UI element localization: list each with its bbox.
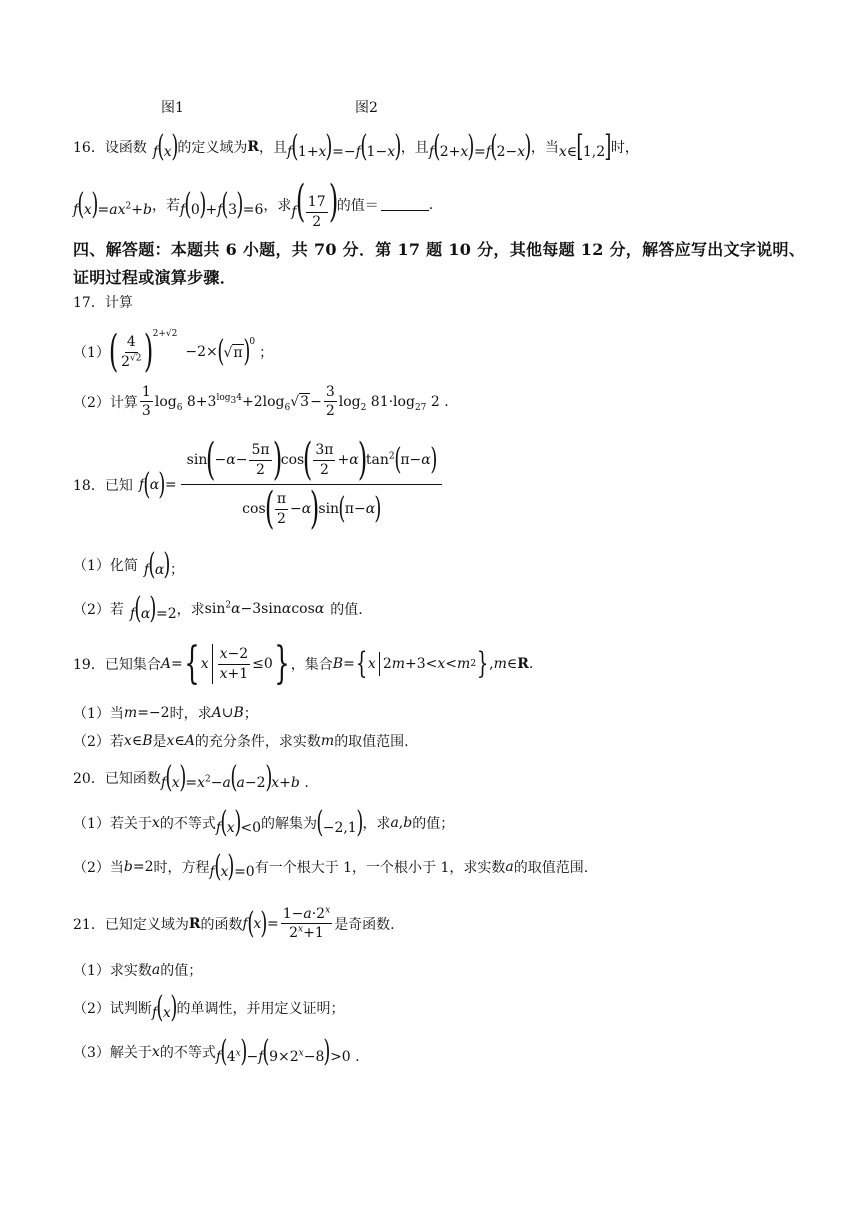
part-label: （2） [73, 394, 110, 411]
math-f0-f3: f(0)+f(3)=6 [179, 186, 264, 222]
q19-part-2 [73, 731, 409, 751]
q16-text: 的值＝ [336, 197, 379, 214]
q16-text: ，求 [263, 197, 292, 214]
figure-1-label: 图1 [161, 100, 184, 116]
part-label: （2） [73, 602, 110, 618]
q16-number: 16． [73, 140, 105, 156]
part-text: 试判断 [109, 1001, 152, 1017]
math-x-in-A: x∈A [166, 733, 195, 749]
math-trig-expr: $\sin^2\alpha-3\sin\alpha\cos\alpha$ [204, 600, 325, 617]
part-text: 当 [109, 860, 124, 876]
q20-text: 已知函数 [104, 771, 161, 787]
math-f-alpha: f(α)； [143, 547, 185, 582]
part-text: 解关于 [109, 1045, 152, 1061]
part-text: 计算 [109, 394, 138, 411]
q20-line [73, 760, 309, 795]
part-text: 有一个根大于 1，一个根小于 1，求实数 [254, 860, 506, 876]
math-interval: x∈[1,2] [558, 129, 612, 164]
q16-text: ，且 [259, 140, 287, 156]
q21-line [73, 906, 395, 941]
q19-line [73, 638, 534, 689]
q18-part-2 [73, 591, 363, 626]
q16-text: 时， [610, 140, 639, 156]
q16-text: . [428, 196, 434, 213]
q17-part-1 [73, 326, 274, 377]
math-fx-eq-0: f(x)=0 [209, 849, 255, 884]
q16-text: ，且 [400, 140, 429, 156]
math-a-b: a,b [390, 815, 413, 831]
math-union: A∪B [211, 705, 244, 721]
q19-text: 已知集合 [104, 657, 161, 673]
math-f-def-21: f ( x ) = $\frac{1-a\cdot 2^x}{2^x+1}$ [242, 905, 331, 942]
q17-title-text: 计算 [104, 295, 133, 311]
part-text: 若 [109, 734, 124, 750]
part-label: （2） [73, 1001, 110, 1017]
math-symmetry-1: f(1+x)=−f(1−x) [287, 129, 402, 164]
math-R: R [188, 915, 201, 932]
math-m: m [320, 733, 335, 749]
math-x-in-B: x∈B [123, 733, 153, 749]
part-text: 的值； [160, 963, 203, 979]
part-text: ，求 [362, 816, 391, 832]
q20-number: 20． [73, 771, 105, 787]
q19-text: ，集合 [290, 657, 333, 673]
math-x: x [151, 1044, 160, 1060]
part-text: 若 [109, 602, 124, 618]
q16-line-1 [73, 129, 639, 164]
part-text: ，求 [176, 602, 205, 618]
math-expression-17-1: ( $\frac{4}{2^{√2}}$ ) $^{2+√2}$ −2× ( √ π ) $^0$ ； [108, 326, 274, 377]
q17-number: 17． [73, 295, 105, 311]
q21-text: 的函数 [200, 916, 243, 933]
math-R: R [247, 139, 259, 155]
q19-number: 19． [73, 657, 105, 673]
math-fx: f(x) [151, 990, 178, 1025]
q16-text: 的定义域为 [177, 140, 248, 156]
q21-part-3 [73, 1034, 360, 1069]
part-text: 的取值范围. [513, 860, 589, 876]
q21-text: 是奇函数. [334, 916, 395, 933]
part-label: （1） [73, 963, 110, 979]
q16-text: ，若 [151, 197, 180, 214]
part-label: （1） [73, 816, 110, 832]
part-text: 的解集为 [261, 816, 317, 832]
part-label: （2） [73, 860, 110, 876]
q21-number: 21． [73, 916, 105, 933]
part-text: 的单调性，并用定义证明； [176, 1001, 345, 1017]
part-label: （1） [73, 706, 110, 722]
math-solution-set: (−2,1) [316, 805, 364, 840]
part-text: 的值. [330, 602, 363, 618]
q20-part-2 [73, 849, 589, 884]
part-label: （3） [73, 1045, 110, 1061]
math-expression-17-2: $\frac{1}{3}$ $\log_6 8+3^{log_34}+2\log_6$ √ 3 − $\frac{3}{2}$ $\log_2 81\cdot\log_{27}$ 2 . [141, 384, 449, 420]
q16-text: ，当 [530, 140, 559, 156]
q18-part-1 [73, 547, 185, 582]
math-fx: f(x) [152, 129, 179, 164]
math-f-alpha-eq-2: f(α)=2 [129, 591, 177, 626]
part-label: （1） [73, 345, 110, 361]
q19-part-1: （1） 当 m=−2 时，求 A∪B ； [73, 705, 258, 722]
math-fx-lt-0: f(x)<0 [215, 805, 261, 840]
q17-part-2 [73, 384, 449, 419]
q21-part-2 [73, 990, 345, 1025]
math-b-eq-2: b=2 [123, 859, 154, 875]
q16-line-2 [73, 176, 434, 230]
part-text: 若关于 [109, 816, 152, 832]
q21-part-1 [73, 960, 202, 980]
math-set-B: B = { x 2 m +3< x < m 2 } , m ∈ R . [332, 646, 534, 681]
section-4-heading-line-1: 四、解答题：本题共 6 小题，共 70 分．第 17 题 10 分，其他每题 12 分，解答应写出文字说明、 [73, 240, 806, 259]
q18-line [73, 434, 444, 534]
q17-title [73, 292, 133, 312]
part-text: 的不等式 [159, 816, 216, 832]
math-inequality-21: $f(4^x)-f(9\times 2^x-8)>0$ . [215, 1034, 360, 1069]
math-f-def-20: $f(x)=x^2-a(a-2)x+b$ . [160, 760, 309, 795]
section-4-heading-line-2: 证明过程或演算步骤． [73, 268, 237, 287]
math-a: a [151, 962, 161, 978]
q20-part-1 [73, 805, 455, 840]
figure-2-label: 图2 [355, 100, 378, 116]
q21-text: 已知定义域为 [104, 916, 189, 933]
part-label: （1） [73, 558, 110, 574]
part-text: 的值； [412, 816, 455, 832]
q18-number: 18． [73, 477, 105, 494]
part-text: 求实数 [109, 963, 152, 979]
answer-blank[interactable] [381, 198, 429, 211]
math-f-17-2: f( $\frac{17}{2}$ ) [291, 176, 338, 230]
part-text: 时，求 [169, 706, 212, 722]
part-label: （2） [73, 734, 110, 750]
math-m-eq: m=−2 [123, 705, 170, 721]
part-text: 化简 [109, 558, 138, 574]
part-text: 是 [152, 734, 167, 750]
math-x: x [151, 815, 160, 831]
part-text: 时，方程 [153, 860, 210, 876]
part-text: 的取值范围. [334, 734, 409, 750]
math-fx-def: $f(x)=ax^2+b$ [73, 186, 152, 222]
math-set-A: A = { x $\frac{x-2}{x+1}$ ≤0 } [160, 638, 290, 689]
math-symmetry-2: f(2+x)=f(2−x) [428, 129, 532, 164]
part-text: 的充分条件，求实数 [194, 734, 321, 750]
q16-text: 设函数 [104, 140, 147, 156]
part-text: 的不等式 [159, 1045, 216, 1061]
math-a: a [505, 859, 514, 875]
q18-text: 已知 [104, 477, 133, 494]
math-f-alpha-def: f ( α ) = sin ( − α − $\frac{5\pi}{2}$ ) cos ( $\frac{3\pi}{2}$ + α ) $\tan^2$ ( π− α ) cos ( $\frac{\pi}{2}$ − α ) sin ( π− α ) [139, 438, 445, 531]
part-text: 当 [109, 706, 124, 722]
